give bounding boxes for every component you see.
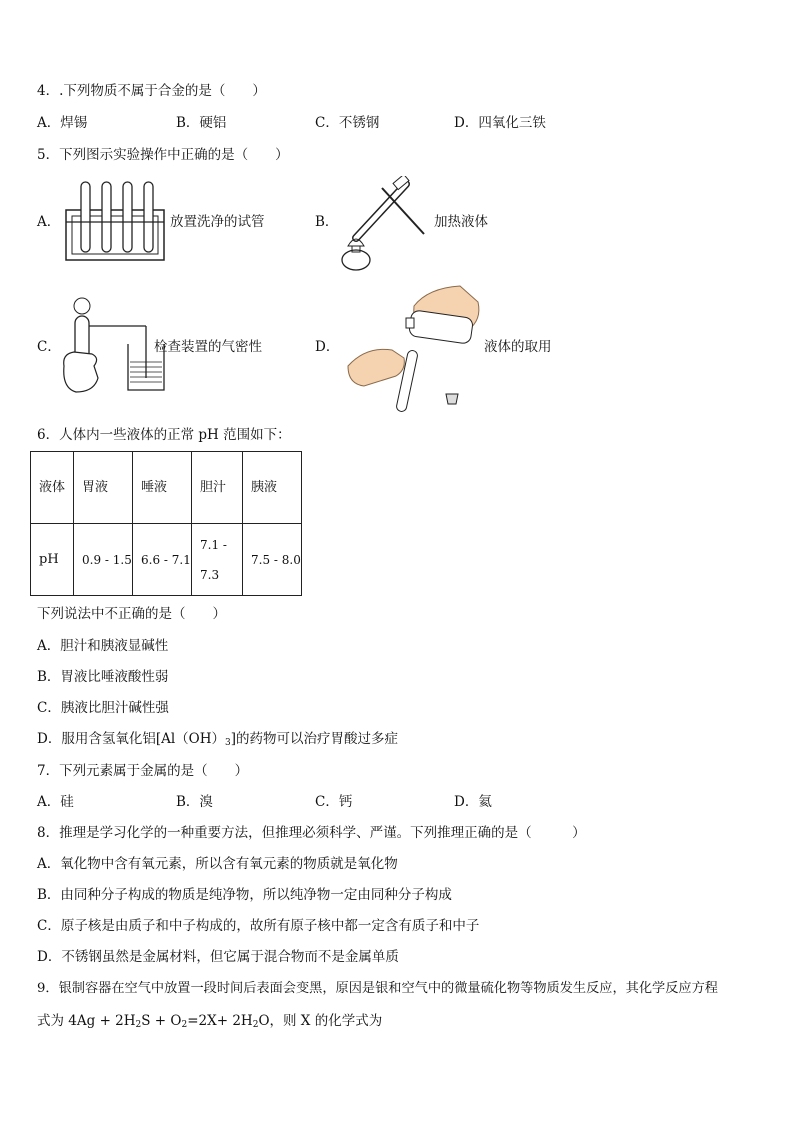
table-cell: 0.9 - 1.5 [74,524,133,596]
q9-sub-3: 2 [252,1020,259,1030]
q6-option-c[interactable]: C．胰液比胆汁碱性强 [37,700,169,716]
table-cell: 胰液 [243,452,302,524]
q5-option-b-letter[interactable]: B． [315,214,339,230]
table-row [31,452,302,524]
q9-text-c: =2X+ 2H [187,1013,253,1029]
q7-stem: 7．下列元素属于金属的是（ ） [37,763,249,779]
q6-stem: 6．人体内一些液体的正常 pH 范围如下： [37,427,291,443]
q5-option-c-caption: 检查装置的气密性 [154,339,262,355]
q9-sub-2: 2 [181,1020,188,1030]
q5-option-d-letter[interactable]: D． [315,339,340,355]
q9-text-d: O，则 X 的化学式为 [258,1013,383,1029]
q7-option-c[interactable]: C．钙 [315,794,353,810]
q7-option-d[interactable]: D．氦 [454,794,492,810]
q8-option-b[interactable]: B．由同种分子构成的物质是纯净物，所以纯净物一定由同种分子构成 [37,887,452,903]
q4-option-c[interactable]: C．不锈钢 [315,115,380,131]
q4-stem: 4．.下列物质不属于合金的是（ ） [37,83,266,99]
q8-option-c[interactable]: C．原子核是由质子和中子构成的，故所有原子核中都一定含有质子和中子 [37,918,480,934]
q5-option-a-letter[interactable]: A． [37,214,61,230]
q8-stem: 8．推理是学习化学的一种重要方法，但推理必须科学、严谨。下列推理正确的是（ ） [37,825,586,841]
q6-option-a[interactable]: A．胆汁和胰液显碱性 [37,638,169,654]
table-cell: 胆汁 [192,452,243,524]
table-cell: 唾液 [133,452,192,524]
q6-option-d-suffix: ]的药物可以治疗胃酸过多症 [230,731,399,747]
liquid-pouring-figure [344,282,484,416]
heating-liquid-figure [334,176,434,274]
q8-option-a[interactable]: A．氧化物中含有氧元素，所以含有氧元素的物质就是氧化物 [37,856,398,872]
ph-table [30,451,302,596]
table-cell: pH [31,524,74,596]
table-cell: 6.6 - 7.1 [133,524,192,596]
q5-option-c-letter[interactable]: C． [37,339,61,355]
q6-option-b[interactable]: B．胃液比唾液酸性弱 [37,669,169,685]
table-cell: 胃液 [74,452,133,524]
q4-option-d[interactable]: D．四氧化三铁 [454,115,546,131]
test-tube-rack-figure [62,178,172,264]
q9-text-a: 式为 4Ag + 2H [37,1013,136,1029]
q4-option-a[interactable]: A．焊锡 [37,115,88,131]
q8-option-d[interactable]: D．不锈钢虽然是金属材料，但它属于混合物而不是金属单质 [37,949,399,965]
q6-option-d[interactable] [37,730,398,752]
q9-text-b: S + O [141,1013,182,1029]
q6-option-d-prefix: D．服用含氢氧化铝[Al（OH） [37,731,225,747]
q7-option-b[interactable]: B．溴 [176,794,213,810]
q9-sub-1: 2 [135,1020,142,1030]
q9-stem-line2 [37,1012,382,1034]
q5-option-a-caption: 放置洗净的试管 [170,214,265,230]
table-cell: 7.1 - 7.3 [192,524,243,596]
q7-option-a[interactable]: A．硅 [37,794,74,810]
table-cell: 液体 [31,452,74,524]
q6-option-d-subscript: 3 [225,738,231,748]
table-row [31,524,302,596]
q5-option-d-caption: 液体的取用 [484,339,552,355]
q6-question: 下列说法中不正确的是（ ） [37,606,226,622]
table-cell: 7.5 - 8.0 [243,524,302,596]
q5-stem: 5．下列图示实验操作中正确的是（ ） [37,147,289,163]
q4-option-b[interactable]: B．硬铝 [176,115,227,131]
q9-stem: 9．银制容器在空气中放置一段时间后表面会变黑，原因是银和空气中的微量硫化物等物质发生反应，其化学反应方程 [37,981,718,996]
q5-option-b-caption: 加热液体 [434,214,488,230]
